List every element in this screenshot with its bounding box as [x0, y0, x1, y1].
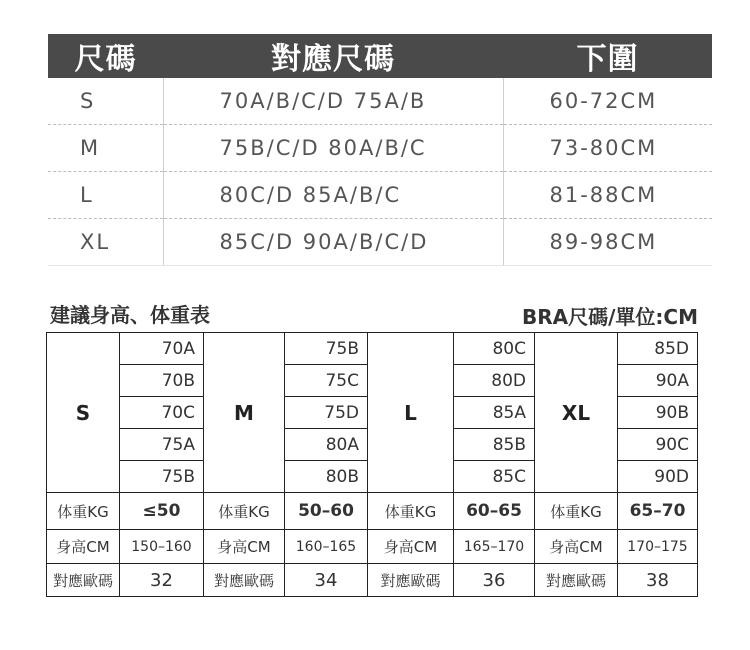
- height-value: 160–165: [285, 530, 368, 564]
- cup-cell: 75B: [120, 461, 204, 493]
- eu-size-label: 對應歐碼: [535, 564, 618, 597]
- cup-cell: 80D: [454, 365, 535, 397]
- weight-value: 50–60: [285, 493, 368, 530]
- size-label-xl: XL: [535, 333, 618, 493]
- cup-cell: 90A: [618, 365, 698, 397]
- eu-size-value: 36: [454, 564, 535, 597]
- size-cell: S: [48, 78, 163, 125]
- underbust-cell: 60-72CM: [503, 78, 712, 125]
- cup-cell: 90B: [618, 397, 698, 429]
- weight-label: 体重KG: [204, 493, 285, 530]
- cup-cell: 80C: [454, 333, 535, 365]
- height-label: 身高CM: [204, 530, 285, 564]
- cup-cell: 85C: [454, 461, 535, 493]
- height-label: 身高CM: [47, 530, 120, 564]
- cup-cell: 85B: [454, 429, 535, 461]
- height-value: 150–160: [120, 530, 204, 564]
- cup-cell: 90D: [618, 461, 698, 493]
- cups-cell: 85C/D 90A/B/C/D: [163, 219, 503, 266]
- cup-cell: 85D: [618, 333, 698, 365]
- cups-cell: 75B/C/D 80A/B/C: [163, 125, 503, 172]
- height-label: 身高CM: [535, 530, 618, 564]
- weight-value: ≤50: [120, 493, 204, 530]
- cup-cell: 75B: [285, 333, 368, 365]
- table-row: [48, 219, 712, 266]
- height-value: 165–170: [454, 530, 535, 564]
- cup-cell: 90C: [618, 429, 698, 461]
- height-value: 170–175: [618, 530, 698, 564]
- eu-size-row: [47, 564, 698, 597]
- weight-row: [47, 493, 698, 530]
- size-cell: M: [48, 125, 163, 172]
- header-matching-size: 對應尺碼: [163, 34, 503, 78]
- height-weight-table: [46, 332, 698, 597]
- weight-label: 体重KG: [368, 493, 454, 530]
- unit-title: BRA尺碼/單位:CM: [521, 305, 698, 329]
- header-size: 尺碼: [48, 34, 163, 78]
- eu-size-label: 對應歐碼: [204, 564, 285, 597]
- cup-cell: 75D: [285, 397, 368, 429]
- eu-size-label: 對應歐碼: [47, 564, 120, 597]
- table-row: [48, 78, 712, 125]
- eu-size-value: 34: [285, 564, 368, 597]
- table-row: [48, 125, 712, 172]
- weight-value: 60–65: [454, 493, 535, 530]
- header-underbust: 下圍: [503, 34, 712, 78]
- recommendation-title: 建議身高、体重表: [50, 303, 210, 327]
- weight-label: 体重KG: [47, 493, 120, 530]
- weight-label: 体重KG: [535, 493, 618, 530]
- size-table-header: [48, 34, 712, 78]
- weight-value: 65–70: [618, 493, 698, 530]
- size-cell: L: [48, 172, 163, 219]
- cup-cell: 85A: [454, 397, 535, 429]
- eu-size-label: 對應歐碼: [368, 564, 454, 597]
- size-cell: XL: [48, 219, 163, 266]
- eu-size-value: 38: [618, 564, 698, 597]
- height-row: [47, 530, 698, 564]
- size-label-s: S: [47, 333, 120, 493]
- cup-cell: 80A: [285, 429, 368, 461]
- underbust-cell: 89-98CM: [503, 219, 712, 266]
- cup-cell: 70A: [120, 333, 204, 365]
- underbust-cell: 81-88CM: [503, 172, 712, 219]
- cup-cell: 80B: [285, 461, 368, 493]
- cup-cell: 75C: [285, 365, 368, 397]
- cups-cell: 80C/D 85A/B/C: [163, 172, 503, 219]
- cup-cell: 75A: [120, 429, 204, 461]
- cup-cell: 70C: [120, 397, 204, 429]
- height-label: 身高CM: [368, 530, 454, 564]
- underbust-cell: 73-80CM: [503, 125, 712, 172]
- eu-size-value: 32: [120, 564, 204, 597]
- table-row: [47, 333, 698, 365]
- size-label-m: M: [204, 333, 285, 493]
- size-label-l: L: [368, 333, 454, 493]
- table-row: [48, 172, 712, 219]
- cup-cell: 70B: [120, 365, 204, 397]
- size-table: [48, 34, 712, 266]
- cups-cell: 70A/B/C/D 75A/B: [163, 78, 503, 125]
